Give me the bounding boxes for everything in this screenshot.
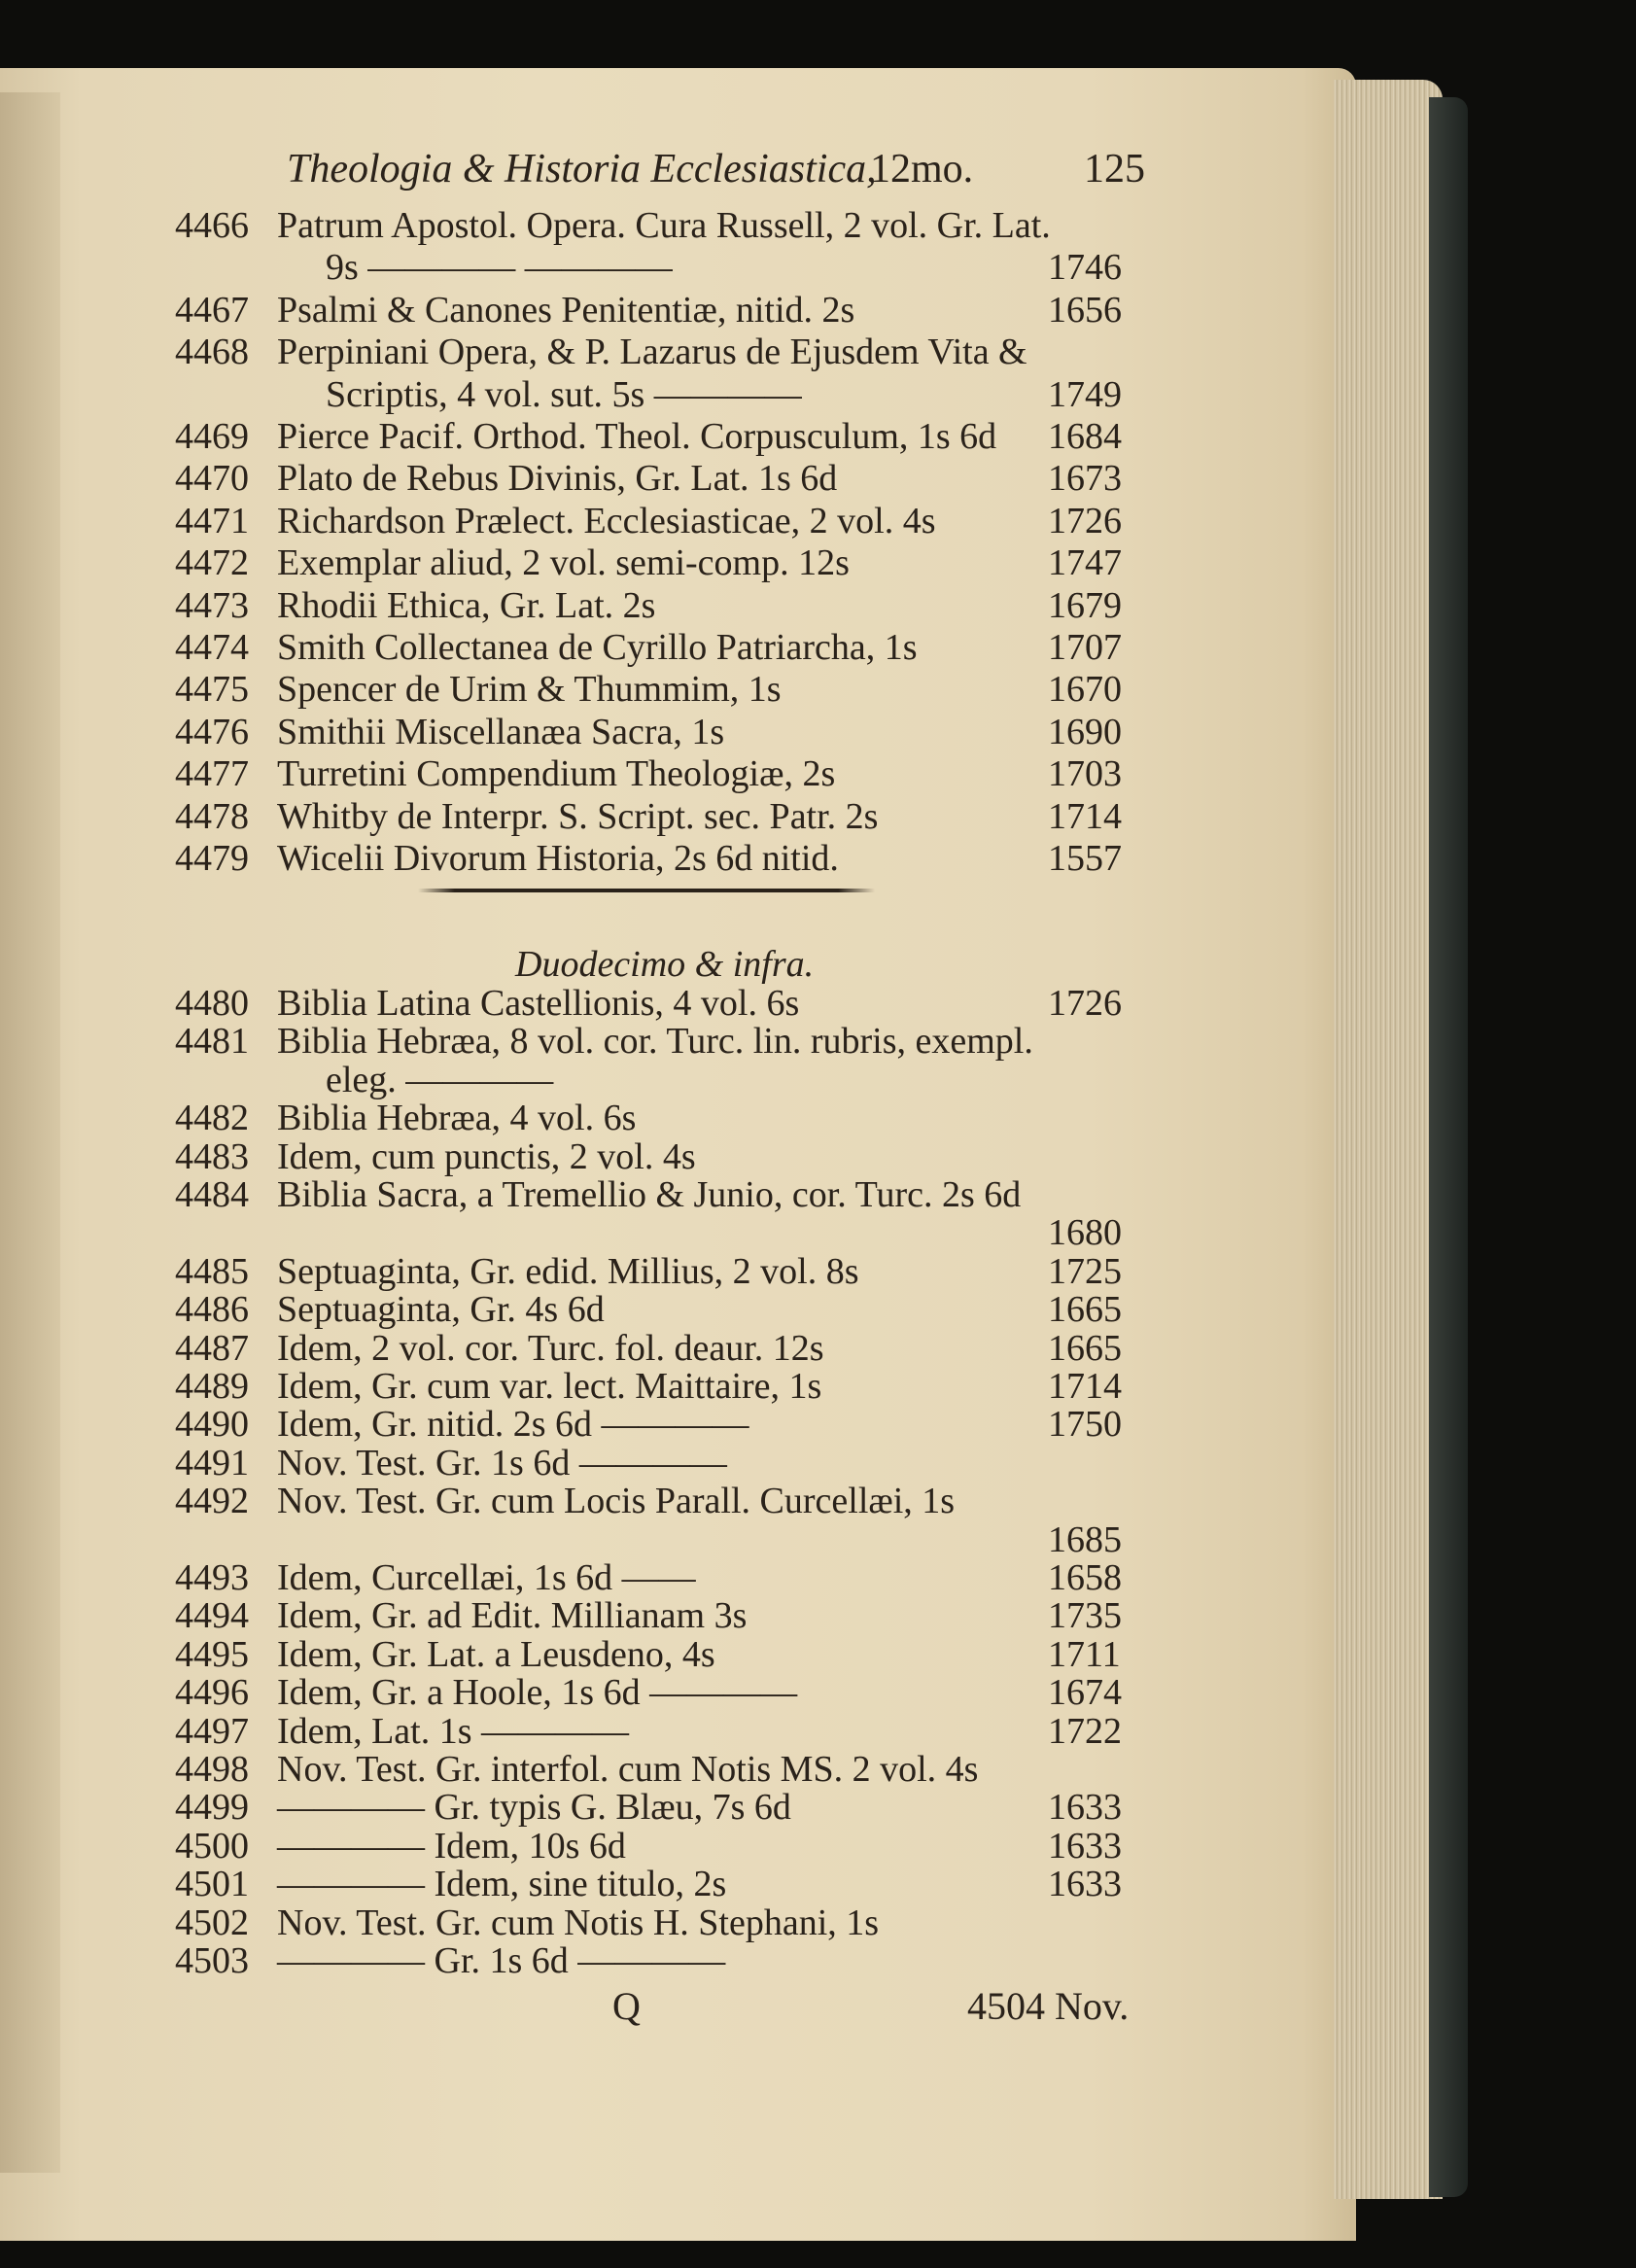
- imprint-year: 1633: [1048, 1825, 1122, 1867]
- entry-text: Idem, Lat. 1s ————: [277, 1710, 630, 1752]
- entry-text: Biblia Hebræa, 4 vol. 6s: [277, 1098, 637, 1139]
- page-stack-edges: [1334, 80, 1443, 2199]
- imprint-year: 1557: [1048, 838, 1122, 879]
- signature-mark: Q: [612, 1984, 641, 2028]
- entry-text: Turretini Compendium Theologiæ, 2s: [277, 753, 836, 795]
- lot-number: 4494: [175, 1595, 249, 1637]
- entry-text: ———— Idem, sine titulo, 2s: [277, 1864, 727, 1905]
- imprint-year: 1665: [1048, 1289, 1122, 1331]
- imprint-year: 1633: [1048, 1864, 1122, 1905]
- lot-number: 4474: [175, 627, 249, 668]
- entry-text: Nov. Test. Gr. 1s 6d ————: [277, 1442, 727, 1483]
- entry-text: Richardson Prælect. Ecclesiasticae, 2 vol. 4s: [277, 500, 936, 541]
- entry-text: Exemplar aliud, 2 vol. semi-comp. 12s: [277, 542, 850, 584]
- lot-number: 4473: [175, 584, 249, 626]
- entry-text: Biblia Hebræa, 8 vol. cor. Turc. lin. rubris, exempl.: [277, 1021, 1033, 1063]
- imprint-year: 1725: [1048, 1250, 1122, 1292]
- entry-text: Plato de Rebus Divinis, Gr. Lat. 1s 6d: [277, 458, 838, 500]
- imprint-year: 1690: [1048, 711, 1122, 752]
- entry-text: Biblia Latina Castellionis, 4 vol. 6s: [277, 983, 800, 1024]
- entry-text: Nov. Test. Gr. cum Notis H. Stephani, 1s: [277, 1902, 880, 1943]
- lot-number: 4490: [175, 1404, 249, 1446]
- entry-text: Idem, 2 vol. cor. Turc. fol. deaur. 12s: [277, 1327, 824, 1369]
- lot-number: 4487: [175, 1327, 249, 1369]
- lot-number: 4481: [175, 1021, 249, 1063]
- book-cover: [1429, 97, 1468, 2197]
- entry-text: Whitby de Interpr. S. Script. sec. Patr. 2s: [277, 795, 879, 837]
- lot-number: 4479: [175, 838, 249, 879]
- entry-text: Smith Collectanea de Cyrillo Patriarcha, 1s: [277, 627, 918, 668]
- lot-number: 4497: [175, 1710, 249, 1752]
- imprint-year: 1673: [1048, 458, 1122, 500]
- entry-text: Wicelii Divorum Historia, 2s 6d nitid.: [277, 838, 839, 879]
- imprint-year: 1633: [1048, 1787, 1122, 1829]
- lot-number: 4492: [175, 1481, 249, 1522]
- entry-text: Nov. Test. Gr. interfol. cum Notis MS. 2 vol. 4s: [277, 1749, 979, 1790]
- entry-text: Smithii Miscellanæa Sacra, 1s: [277, 711, 725, 752]
- lot-number: 4491: [175, 1442, 249, 1483]
- lot-number: 4471: [175, 500, 249, 541]
- entry-text: Septuaginta, Gr. 4s 6d: [277, 1289, 605, 1331]
- imprint-year: 1747: [1048, 542, 1122, 584]
- catchword: 4504 Nov.: [967, 1984, 1130, 2028]
- imprint-year: 1735: [1048, 1595, 1122, 1637]
- imprint-year: 1670: [1048, 669, 1122, 711]
- entry-text: Nov. Test. Gr. cum Locis Parall. Curcellæi, 1s: [277, 1481, 956, 1522]
- imprint-year: 1711: [1048, 1633, 1121, 1675]
- lot-number: 4498: [175, 1749, 249, 1790]
- lot-number: 4480: [175, 983, 249, 1024]
- imprint-year: 1679: [1048, 584, 1122, 626]
- imprint-year: 1665: [1048, 1327, 1122, 1369]
- imprint-year: 1726: [1048, 983, 1122, 1024]
- header-title: Theologia & Historia Ecclesiastica,: [287, 147, 877, 192]
- entry-text: eleg. ————: [326, 1059, 554, 1100]
- imprint-year: 1714: [1048, 1366, 1122, 1407]
- entry-text: Idem, Gr. a Hoole, 1s 6d ————: [277, 1672, 798, 1714]
- entry-text: Spencer de Urim & Thummim, 1s: [277, 669, 782, 711]
- imprint-year: 1656: [1048, 289, 1122, 331]
- lot-number: 4478: [175, 795, 249, 837]
- facing-page-edge: [0, 92, 60, 2173]
- entry-text: ———— Gr. typis G. Blæu, 7s 6d: [277, 1787, 791, 1829]
- lot-number: 4501: [175, 1864, 249, 1905]
- lot-number: 4483: [175, 1135, 249, 1177]
- entry-text: Septuaginta, Gr. edid. Millius, 2 vol. 8s: [277, 1250, 859, 1292]
- lot-number: 4489: [175, 1366, 249, 1407]
- imprint-year: 1674: [1048, 1672, 1122, 1714]
- entry-text: Idem, Gr. ad Edit. Millianam 3s: [277, 1595, 748, 1637]
- entry-text: 9s ———— ————: [326, 247, 673, 289]
- imprint-year: 1684: [1048, 416, 1122, 457]
- entry-text: ———— Idem, 10s 6d: [277, 1825, 626, 1867]
- imprint-year: 1749: [1048, 373, 1122, 415]
- imprint-year: 1680: [1048, 1212, 1122, 1254]
- entry-text: Perpiniani Opera, & P. Lazarus de Ejusdem Vita &: [277, 331, 1027, 373]
- imprint-year: 1746: [1048, 247, 1122, 289]
- entry-text: ———— Gr. 1s 6d ————: [277, 1940, 726, 1981]
- entry-text: Pierce Pacif. Orthod. Theol. Corpusculum, 1s 6d: [277, 416, 997, 457]
- lot-number: 4486: [175, 1289, 249, 1331]
- page-number: 125: [1084, 147, 1145, 192]
- lot-number: 4467: [175, 289, 249, 331]
- section-heading: Duodecimo & infra.: [515, 944, 815, 985]
- imprint-year: 1714: [1048, 795, 1122, 837]
- section-rule: [418, 889, 875, 892]
- entry-text: Idem, Curcellæi, 1s 6d ——: [277, 1557, 696, 1598]
- lot-number: 4496: [175, 1672, 249, 1714]
- lot-number: 4469: [175, 416, 249, 457]
- lot-number: 4476: [175, 711, 249, 752]
- imprint-year: 1703: [1048, 753, 1122, 795]
- lot-number: 4493: [175, 1557, 249, 1598]
- imprint-year: 1658: [1048, 1557, 1122, 1598]
- lot-number: 4468: [175, 331, 249, 373]
- entry-text: Patrum Apostol. Opera. Cura Russell, 2 vol. Gr. Lat.: [277, 205, 1051, 246]
- entry-text: Idem, cum punctis, 2 vol. 4s: [277, 1135, 696, 1177]
- lot-number: 4470: [175, 458, 249, 500]
- entry-text: Rhodii Ethica, Gr. Lat. 2s: [277, 584, 656, 626]
- lot-number: 4502: [175, 1902, 249, 1943]
- imprint-year: 1685: [1048, 1518, 1122, 1560]
- lot-number: 4472: [175, 542, 249, 584]
- imprint-year: 1726: [1048, 500, 1122, 541]
- entry-text: Idem, Gr. nitid. 2s 6d ————: [277, 1404, 749, 1446]
- imprint-year: 1722: [1048, 1710, 1122, 1752]
- entry-text: Psalmi & Canones Penitentiæ, nitid. 2s: [277, 289, 855, 331]
- lot-number: 4477: [175, 753, 249, 795]
- entry-text: Scriptis, 4 vol. sut. 5s ————: [326, 373, 802, 415]
- lot-number: 4500: [175, 1825, 249, 1867]
- lot-number: 4475: [175, 669, 249, 711]
- lot-number: 4499: [175, 1787, 249, 1829]
- entry-text: Idem, Gr. Lat. a Leusdeno, 4s: [277, 1633, 715, 1675]
- running-header: [287, 146, 1145, 196]
- lot-number: 4495: [175, 1633, 249, 1675]
- entry-text: Idem, Gr. cum var. lect. Maittaire, 1s: [277, 1366, 822, 1407]
- lot-number: 4482: [175, 1098, 249, 1139]
- header-format: 12mo.: [870, 147, 974, 192]
- entry-text: Biblia Sacra, a Tremellio & Junio, cor. Turc. 2s 6d: [277, 1174, 1022, 1215]
- lot-number: 4466: [175, 205, 249, 246]
- lot-number: 4484: [175, 1174, 249, 1215]
- imprint-year: 1707: [1048, 627, 1122, 668]
- imprint-year: 1750: [1048, 1404, 1122, 1446]
- lot-number: 4503: [175, 1940, 249, 1981]
- lot-number: 4485: [175, 1250, 249, 1292]
